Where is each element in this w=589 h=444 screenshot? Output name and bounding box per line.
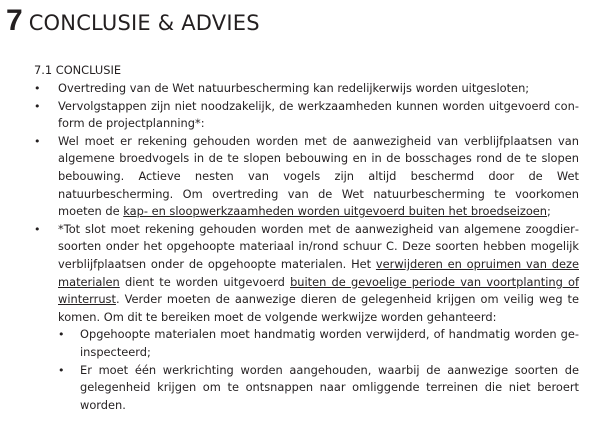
chapter-title: CONCLUSIE & ADVIES [28,11,260,35]
conclusion-list [0,80,589,414]
conclusion-item-4-text: *Tot slot moet rekening gehouden worden met de aanwezigheid van algemene zoogdiersoorten onder het opgehoopte materiaal in/rond schuur C. Deze soorten hebben mogelijk verblijfplaatsen onder de opgehoopte materialen. Het [58,221,579,271]
method-item-2-text: Er moet één werkrichting worden aangehouden, waarbij de aanwezige soorten de gelegenheid krijgen om te ontsnappen naar omliggende terreinen die niet beroert worden. [80,362,579,412]
bullet-marker: • [34,222,41,236]
method-item-1 [58,326,579,361]
underlined-phrase-breeding-season: kap- en sloopwerkzaamheden worden uitgevoerd buiten het broedseizoen [123,204,548,219]
conclusion-item-1-text: Overtreding van de Wet natuurbescherming kan redelijkerwijs worden uitgesloten; [58,81,530,95]
conclusion-item-2 [0,98,589,133]
bullet-marker: • [34,82,41,95]
section-heading: 7.1 CONCLUSIE [34,63,122,77]
conclusion-item-3-end: ; [547,204,551,219]
conclusion-item-4 [0,221,589,415]
method-item-1-text: Opgehoopte materialen moet handmatig worden verwijderd, of handmatig worden geinspecteerd; [80,327,579,359]
sub-bullet-marker: • [58,363,65,377]
chapter-heading [6,4,260,42]
bullet-marker: • [34,134,41,148]
underlined-phrase-sensitive-period: buiten de gevoelige periode van voortplanting of winterrust [58,274,579,307]
sub-bullet-marker: • [58,328,65,342]
method-item-2 [58,362,579,415]
method-list [58,326,579,414]
chapter-number: 7 [6,4,23,37]
conclusion-item-3 [0,133,589,221]
bullet-marker: • [34,99,41,113]
conclusion-item-4-end: . Verder moeten de aanwezige dieren de gelegenheid krijgen om veilig weg te komen. Om dit te bereiken moet de volgende werkwijze worden gehanteerd: [58,292,579,324]
conclusion-item-3-text: Wel moet er rekening gehouden worden met de aanwezigheid van verblijfplaatsen van algemene broedvogels in de te slopen bebouwing en in de bosschages rond de te slopen bebouwing. Actieve nesten van vogels zijn altijd beschermd door de Wet natuurbescherming. Om overtreding van de Wet natuurbescherming te voorkomen moeten de [58,133,579,219]
underlined-phrase-removal: verwijderen en opruimen van deze materialen [58,256,579,289]
conclusion-item-1 [0,80,589,98]
conclusion-item-4-mid: dient te worden uitgevoerd [119,274,291,289]
conclusion-item-2-text: Vervolgstappen zijn niet noodzakelijk, de werkzaamheden kunnen worden uitgevoerd conform de projectplanning*: [58,98,579,131]
